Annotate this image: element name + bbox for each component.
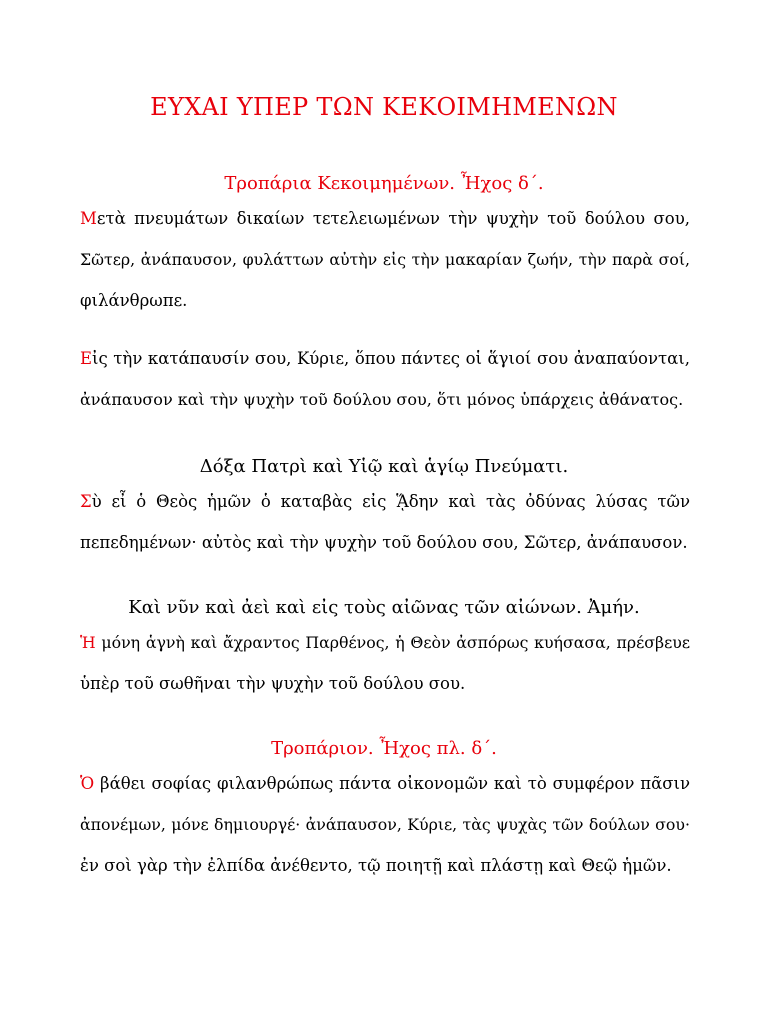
drop-initial: Ε xyxy=(80,349,93,368)
paragraph-1 xyxy=(80,198,690,321)
page-title: ΕΥΧΑΙ ΥΠΕΡ ΤΩΝ ΚΕΚΟΙΜΗΜΕΝΩΝ xyxy=(150,93,618,121)
paragraph-5-line-1 xyxy=(80,763,690,804)
line-text: ἰς τὴν κατάπαυσίν σου, Κύριε, ὅπου πάντες οἱ ἅγιοί σου ἀναπαύονται, xyxy=(92,349,690,368)
paragraph-5 xyxy=(80,763,690,886)
drop-initial: Ὁ xyxy=(80,774,95,793)
heading-troparia: Τροπάρια Κεκοιμημένων. Ἦχος δ΄. xyxy=(224,173,544,194)
line-text: μόνη ἁγνὴ καὶ ἄχραντος Παρθένος, ἡ Θεὸν ἀσπόρως κυήσασα, πρέσβευε xyxy=(101,633,690,652)
paragraph-1-line-2: Σῶτερ, ἀνάπαυσον, φυλάττων αὐτὴν εἰς τὴν μακαρίαν ζωήν, τὴν παρὰ σοί, xyxy=(80,250,690,269)
paragraph-4-line-1 xyxy=(80,622,690,663)
drop-initial: Ἡ xyxy=(80,633,96,652)
paragraph-1-line-3: φιλάνθρωπε. xyxy=(80,291,188,310)
line-text: ετὰ πνευμάτων δικαίων τετελειωμένων τὴν ψυχὴν τοῦ δούλου σου, xyxy=(96,209,690,228)
drop-initial: Μ xyxy=(80,209,97,228)
paragraph-4-line-2: ὑπὲρ τοῦ σωθῆναι τὴν ψυχὴν τοῦ δούλου σου. xyxy=(80,674,466,693)
paragraph-2 xyxy=(80,338,690,420)
heading-doxa: Δόξα Πατρὶ καὶ Υἱῷ καὶ ἁγίῳ Πνεύματι. xyxy=(199,456,569,477)
paragraph-2-line-1 xyxy=(80,338,690,379)
paragraph-3-line-1 xyxy=(80,481,690,522)
heading-troparion: Τροπάριον. Ἦχος πλ. δ΄. xyxy=(271,738,497,759)
paragraph-4 xyxy=(80,622,690,704)
paragraph-3-line-2: πεπεδημένων· αὐτὸς καὶ τὴν ψυχὴν τοῦ δούλου σου, Σῶτερ, ἀνάπαυσον. xyxy=(80,533,688,552)
drop-initial: Σ xyxy=(80,492,92,511)
paragraph-3 xyxy=(80,481,690,563)
line-text: βάθει σοφίας φιλανθρώπως πάντα οἰκονομῶν καὶ τὸ συμφέρον πᾶσιν xyxy=(100,774,690,793)
paragraph-2-line-2: ἀνάπαυσον καὶ τὴν ψυχὴν τοῦ δούλου σου, ὅτι μόνος ὑπάρχεις ἀθάνατος. xyxy=(80,390,684,409)
paragraph-5-line-3: ἐν σοὶ γὰρ τὴν ἐλπίδα ἀνέθεντο, τῷ ποιητῇ καὶ πλάστῃ καὶ Θεῷ ἡμῶν. xyxy=(80,856,672,875)
paragraph-1-line-1 xyxy=(80,198,690,239)
line-text: ὺ εἶ ὁ Θεὸς ἡμῶν ὁ καταβὰς εἰς ᾍδην καὶ τὰς ὀδύνας λύσας τῶν xyxy=(91,492,690,511)
heading-kai-nyn: Καὶ νῦν καὶ ἀεὶ καὶ εἰς τοὺς αἰῶνας τῶν αἰώνων. Ἀμήν. xyxy=(128,597,640,618)
paragraph-5-line-2: ἀπονέμων, μόνε δημιουργέ· ἀνάπαυσον, Κύριε, τὰς ψυχὰς τῶν δούλων σου· xyxy=(80,815,690,834)
